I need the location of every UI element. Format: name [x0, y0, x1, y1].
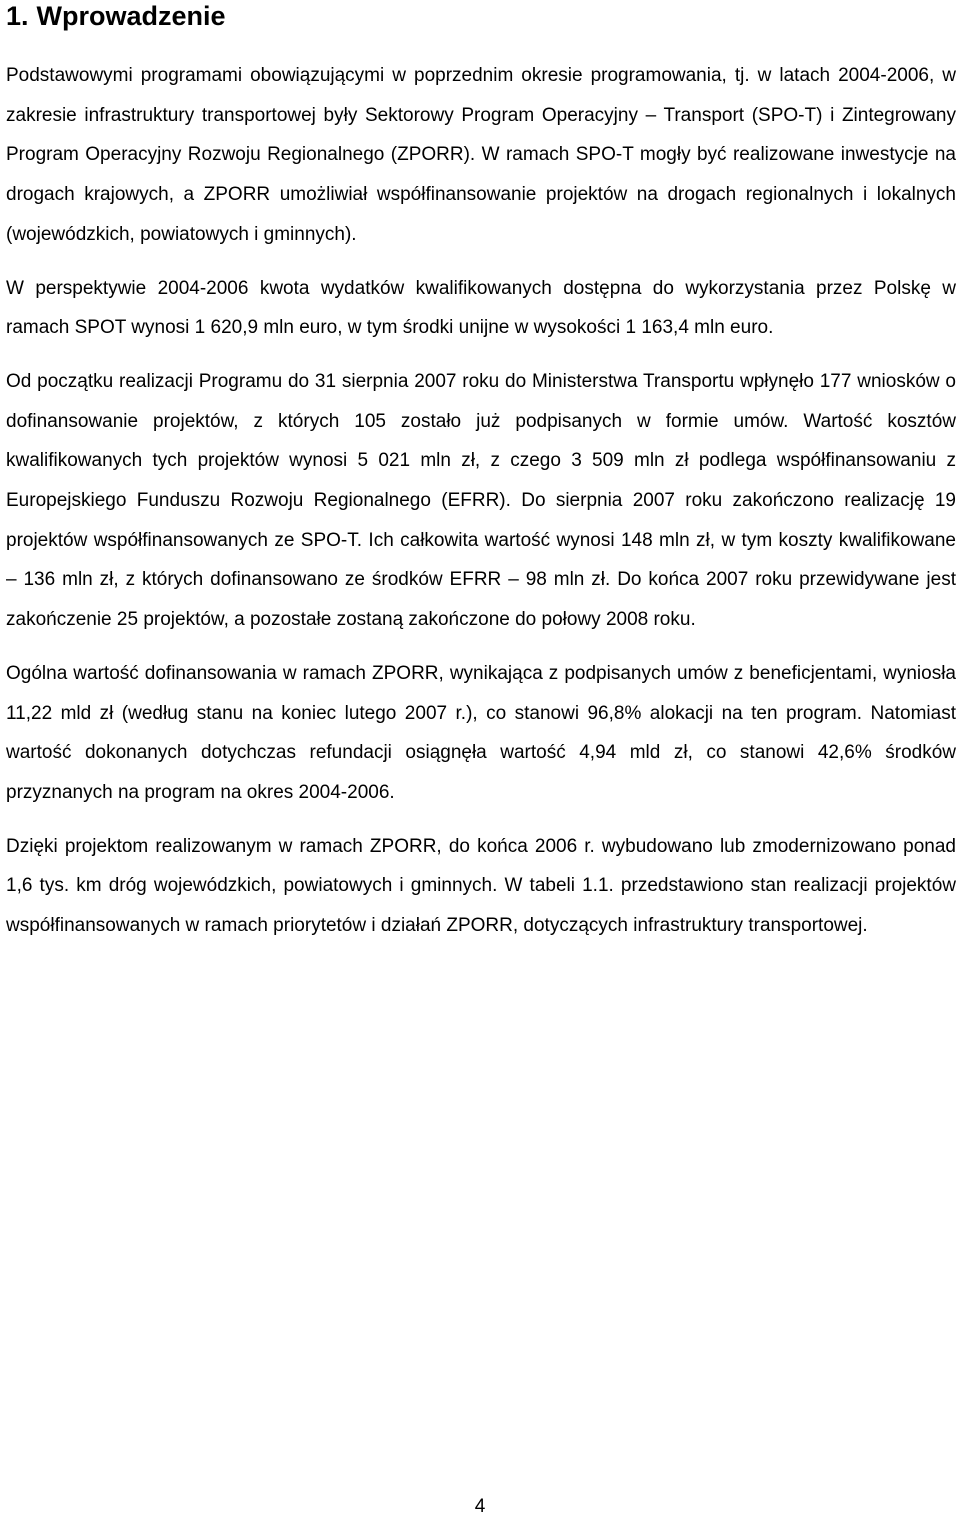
heading-number: 1. [6, 1, 29, 31]
paragraph-spot-budget: W perspektywie 2004-2006 kwota wydatków kwalifikowanych dostępna do wykorzystania przez Polskę w ramach SPOT wynosi 1 620,9 mln euro, w tym środki unijne w wysokości 1 163,4 mln euro. [6, 277, 956, 339]
paragraph-applications-status: Od początku realizacji Programu do 31 sierpnia 2007 roku do Ministerstwa Transportu wpłynęło 177 wniosków o dofinansowanie projektów, z których 105 zostało już podpisanych w formie umów. Wartość kosztów kwalifikowanych tych projektów wynosi 5 021 mln zł, z czego 3 509 mln zł podlega współfinansowaniu z Europejskiego Funduszu Rozwoju Regionalnego (EFRR). Do sierpnia 2007 roku zakończono realizację 19 projektów współfinansowanych ze SPO-T. Ich całkowita wartość wynosi 148 mln zł, w tym koszty kwalifikowane – 136 mln zł, z których dofinansowano ze środków EFRR – 98 mln zł. Do końca 2007 roku przewidywane jest zakończenie 25 projektów, a pozostałe zostaną zakończone do połowy 2008 roku. [6, 370, 956, 631]
section-heading [6, 0, 956, 32]
paragraph-zporr-funding: Ogólna wartość dofinansowania w ramach ZPORR, wynikająca z podpisanych umów z beneficjentami, wyniosła 11,22 mld zł (według stanu na koniec lutego 2007 r.), co stanowi 96,8% alokacji na ten program. Natomiast wartość dokonanych dotychczas refundacji osiągnęła wartość 4,94 mld zł, co stanowi 42,6% środków przyznanych na program na okres 2004-2006. [6, 662, 956, 803]
document-page [6, 0, 956, 946]
heading-title: Wprowadzenie [36, 1, 226, 31]
paragraph-programs-overview: Podstawowymi programami obowiązującymi w poprzednim okresie programowania, tj. w latach 2004-2006, w zakresie infrastruktury transportowej były Sektorowy Program Operacyjny – Transport (SPO-T) i Zintegrowany Program Operacyjny Rozwoju Regionalnego (ZPORR). W ramach SPO-T mogły być realizowane inwestycje na drogach krajowych, a ZPORR umożliwiał współfinansowanie projektów na drogach regionalnych i lokalnych (wojewódzkich, powiatowych i gminnych). [6, 65, 956, 245]
paragraph-zporr-roads: Dzięki projektom realizowanym w ramach ZPORR, do końca 2006 r. wybudowano lub zmodernizowano ponad 1,6 tys. km dróg wojewódzkich, powiatowych i gminnych. W tabeli 1.1. przedstawiono stan realizacji projektów współfinansowanych w ramach priorytetów i działań ZPORR, dotyczących infrastruktury transportowej. [6, 835, 956, 937]
page-number: 4 [474, 1496, 486, 1517]
